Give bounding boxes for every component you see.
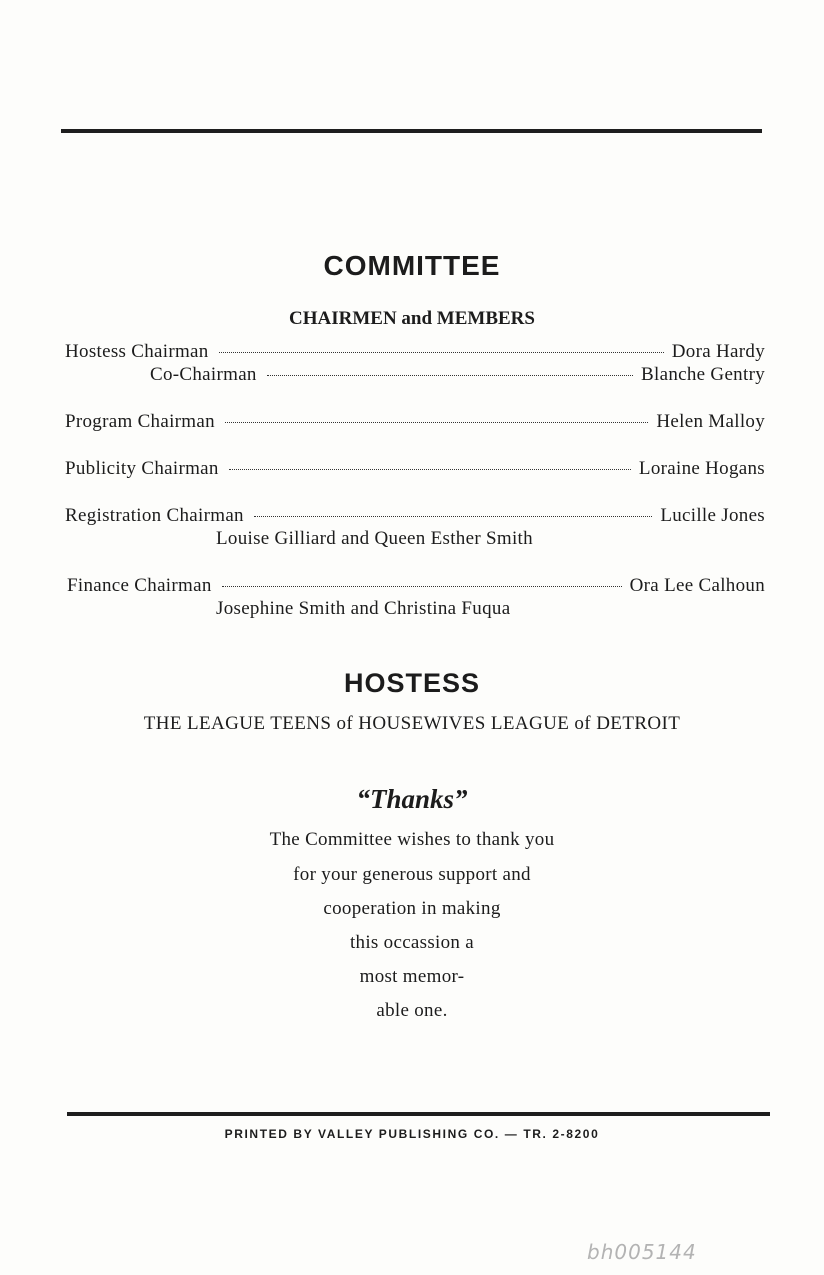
row-name: Loraine Hogans: [638, 458, 765, 479]
hostess-organization: THE LEAGUE TEENS of HOUSEWIVES LEAGUE of DETROIT: [143, 713, 681, 734]
row-name: Ora Lee Calhoun: [629, 575, 765, 596]
leader-dots: [267, 375, 633, 376]
registration-chairman-row: [65, 505, 765, 527]
thanks-line: able one.: [376, 1000, 448, 1021]
thanks-line: cooperation in making: [323, 898, 501, 919]
committee-heading: COMMITTEE: [323, 250, 501, 281]
chairmen-members-subheading: CHAIRMEN and MEMBERS: [289, 308, 535, 329]
bottom-rule: [67, 1112, 770, 1116]
leader-dots: [219, 352, 664, 353]
co-chairman-row: [150, 364, 765, 386]
thanks-line: The Committee wishes to thank you: [269, 829, 555, 850]
row-label: Program Chairman: [65, 411, 215, 432]
program-chairman-row: [65, 411, 765, 433]
publicity-chairman-row: [65, 458, 765, 480]
leader-dots: [222, 586, 622, 587]
thanks-line: most memor-: [359, 966, 465, 987]
row-name: Dora Hardy: [671, 341, 765, 362]
finance-members: Josephine Smith and Christina Fuqua: [216, 598, 511, 619]
thanks-line: for your generous support and: [293, 864, 531, 885]
leader-dots: [225, 422, 648, 423]
row-label: Finance Chairman: [67, 575, 212, 596]
thanks-line: this occassion a: [349, 932, 475, 953]
row-label: Co-Chairman: [150, 364, 257, 385]
hostess-chairman-row: [65, 341, 765, 363]
row-label: Registration Chairman: [65, 505, 244, 526]
row-name: Lucille Jones: [660, 505, 765, 526]
row-name: Blanche Gentry: [641, 364, 765, 385]
row-label: Publicity Chairman: [65, 458, 219, 479]
archive-mark: bh005144: [587, 1240, 697, 1264]
leader-dots: [229, 469, 631, 470]
thanks-heading: “Thanks”: [356, 784, 468, 814]
registration-members: Louise Gilliard and Queen Esther Smith: [216, 528, 533, 549]
hostess-heading: HOSTESS: [343, 668, 481, 698]
top-rule: [61, 129, 762, 133]
row-label: Hostess Chairman: [65, 341, 209, 362]
printer-credit: PRINTED BY VALLEY PUBLISHING CO. — TR. 2-8200: [224, 1127, 600, 1141]
row-name: Helen Malloy: [656, 411, 765, 432]
leader-dots: [254, 516, 652, 517]
finance-chairman-row: [67, 575, 765, 597]
